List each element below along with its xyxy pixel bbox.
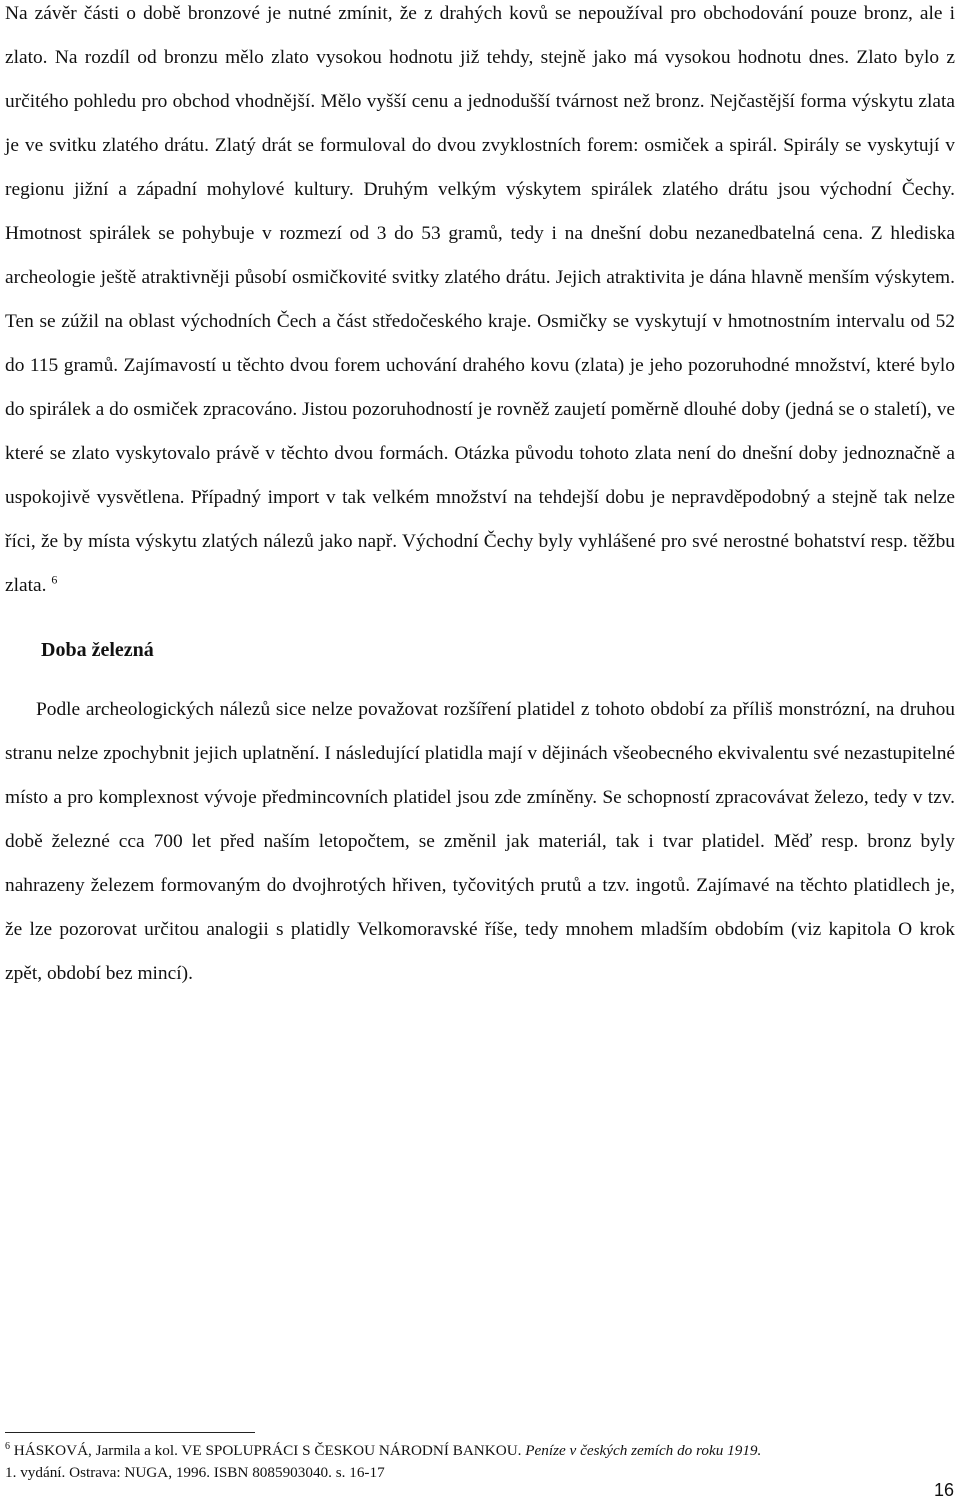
footnote-number: 6 <box>5 1440 10 1452</box>
paragraph-text: Na závěr části o době bronzové je nutné zmínit, že z drahých kovů se nepoužíval pro obchodování pouze bronz, ale i zlato. Na rozdíl od bronzu mělo zlato vysokou hodnotu již tehdy, stejně jako má vysokou hodnotu dnes. Zlato bylo z určitého pohledu pro obchod vhodnější. Mělo vyšší cenu a jednodušší tvárnost než bronz. Nejčastější forma výskytu zlata je ve svitku zlatého drátu. Zlatý drát se formuloval do dvou zvyklostních forem: osmiček a spirál. Spirály se vyskytují v regionu jižní a západní mohylové kultury. Druhým velkým výskytem spirálek zlatého drátu jsou východní Čechy. Hmotnost spirálek se pohybuje v rozmezí od 3 do 53 gramů, tedy i na dnešní dobu nezanedbatelná cena. Z hlediska archeologie ještě atraktivněji působí osmičkovité svitky zlatého drátu. Jejich atraktivita je dána hlavně menším výskytem. Ten se zúžil na oblast východních Čech a část středočeského kraje. Osmičky se vyskytují v hmotnostním intervalu od 52 do 115 gramů. Zajímavostí u těchto dvou forem uchování drahého kovu (zlata) je jeho pozoruhodné množství, které bylo do spirálek a do osmiček zpracováno. Jistou pozoruhodností je rovněž zaujetí poměrně dlouhé doby (jedná se o staletí), ve které se zlato vyskytovalo právě v těchto dvou formách. Otázka původu tohoto zlata není do dnešní doby jednoznačně a uspokojivě vysvětlena. Případný import v tak velkém množství na tehdejší dobu je nepravděpodobný a stejně tak nelze říci, že by místa výskytu zlatých nálezů jako např. Východní Čechy byly vyhlášené pro své nerostné bohatství resp. těžbu zlata. <box>5 3 955 596</box>
page-number: 16 <box>933 1480 954 1500</box>
paragraph-bronze-age-gold <box>5 0 955 608</box>
footnote-authors: HÁSKOVÁ, Jarmila a kol. VE SPOLUPRÁCI S ČESKOU NÁRODNÍ BANKOU. <box>13 1442 522 1459</box>
document-page <box>5 0 955 996</box>
footnote-reference[interactable]: 6 <box>51 572 58 587</box>
footnote <box>5 1440 955 1484</box>
footnote-details: 1. vydání. Ostrava: NUGA, 1996. ISBN 8085903040. s. 16-17 <box>5 1464 385 1481</box>
section-heading: Doba železná <box>41 639 154 661</box>
footnote-title: Peníze v českých zemích do roku 1919. <box>525 1442 762 1459</box>
footnote-separator <box>5 1432 255 1433</box>
paragraph-iron-age: Podle archeologických nálezů sice nelze považovat rozšíření platidel z tohoto období za příliš monstrózní, na druhou stranu nelze zpochybnit jejich uplatnění. I následující platidla mají v dějinách všeobecného ekvivalentu své nezastupitelné místo a pro komplexnost vývoje předmincovních platidel jsou zde zmíněny. Se schopností zpracovávat železo, tedy v tzv. době železné cca 700 let před naším letopočtem, se změnil jak materiál, tak i tvar platidel. Měď resp. bronz byly nahrazeny železem formovaným do dvojhrotých hřiven, tyčovitých prutů a tzv. ingotů. Zajímavé na těchto platidlech je, že lze pozorovat určitou analogii s platidly Velkomoravské říše, tedy mnohem mladším obdobím (viz kapitola O krok zpět, období bez mincí). <box>5 699 955 984</box>
